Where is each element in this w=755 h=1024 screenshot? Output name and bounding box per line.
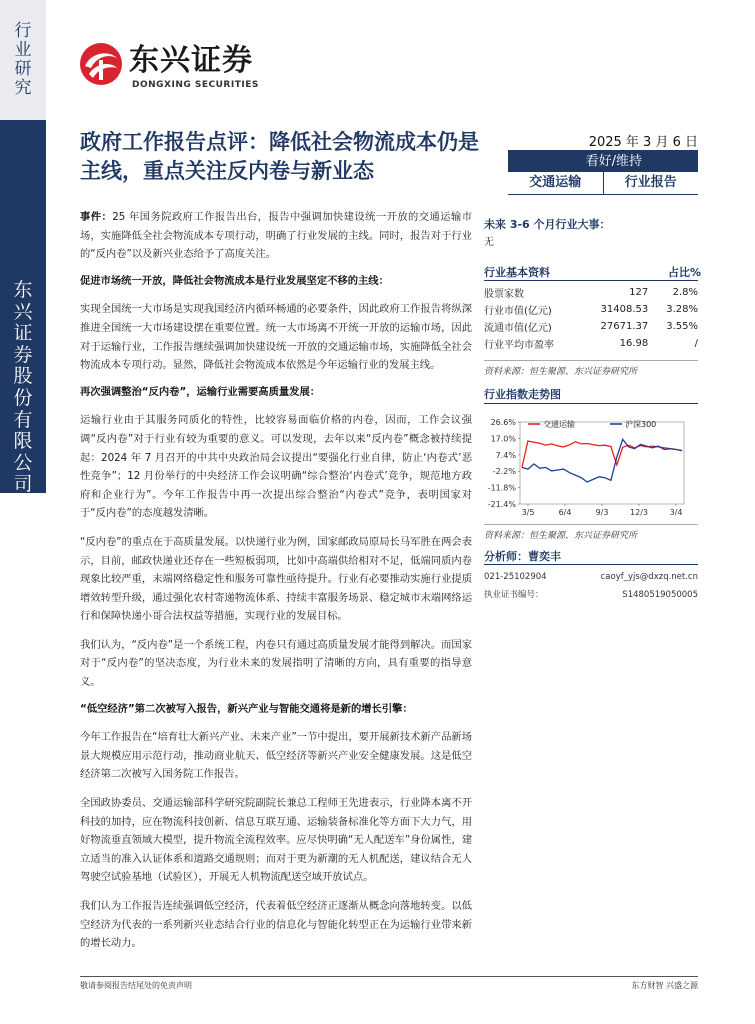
index-trend-chart	[484, 412, 698, 524]
report-body	[80, 208, 472, 953]
section1-title: 促进市场统一开放，降低社会物流成本是行业发展坚定不移的主线：	[80, 274, 389, 287]
logo-text-en: DONGXING SECURITIES	[132, 80, 259, 90]
stat-value: 31408.53	[600, 304, 649, 315]
source-note-1: 资料来源：恒生聚源、东兴证券研究所	[484, 367, 638, 377]
series-line-0	[522, 441, 682, 467]
stat-label: 行业市值(亿元)	[484, 306, 552, 317]
y-tick-label: 7.4%	[495, 450, 516, 460]
section3-text: 今年工作报告在“培育壮大新兴产业、未来产业”一节中提出，要开展新技术新产品新场景大规模应用示范行动，推动商业航天、低空经济等新兴产业安全健康发展。这是低空经济第二次被写入国务院工作报告。	[80, 731, 472, 781]
y-tick-label: -11.8%	[487, 483, 516, 493]
footer-slogan: 东方财智 兴盛之源	[631, 981, 698, 990]
analyst-contact-row	[484, 568, 698, 586]
sidebar-category: 行业研究	[14, 21, 32, 98]
analyst-rule	[484, 564, 698, 565]
rating-value: 看好/维持	[585, 154, 642, 169]
stat-pct: 3.55%	[666, 321, 698, 332]
section2-text2: “反内卷”的重点在于高质量发展。以快递行业为例，国家邮政局原局长马军胜在两会表示，目前，邮政快递业还存在一些短板弱项，比如中高端供给相对不足，低端同质内卷现象比较严重，末端网络稳定性和服务可靠性亟待提升。行业有必要推动实施行业提质增效转型升级，通过强化农村寄递物流体系、持续丰富服务场景、稳定城市末端网络运行和保障快递小哥合法权益等措施，实现行业的发展目标。	[80, 535, 472, 623]
basics-rule	[484, 280, 698, 281]
section1-text: 实现全国统一大市场是实现我国经济内循环畅通的必要条件，因此政府工作报告将纵深推进全国统一大市场建设摆在重要位置。统一大市场离不开统一开放的运输市场，因此对于运输行业，工作报告继续强调加快建设统一开放的交通运输市场，实施降低全社会物流成本专项行动。显然，降低社会物流成本依然是今年运输行业的发展主线。	[80, 303, 472, 372]
report-tags	[508, 172, 698, 195]
stat-value: 127	[629, 287, 649, 298]
y-tick-label: -2.2%	[492, 467, 516, 477]
stat-label: 流通市值(亿元)	[484, 323, 552, 334]
dongxing-logo-icon	[79, 42, 123, 86]
event-text: 25 年国务院政府工作报告出台，报告中强调加快建设统一开放的交通运输市场，实施降低全社会物流成本专项行动，明确了行业发展的主线。同时，报告对于行业的“反内卷”以及新兴业态给予了高度关注。	[80, 211, 473, 261]
plot-frame	[520, 422, 684, 504]
footer-rule	[80, 976, 698, 977]
logo-text-cn: 东兴证券	[129, 43, 253, 78]
report-date: 2025 年 3 月 6 日	[588, 135, 698, 150]
analyst-cert-row	[484, 586, 698, 604]
table-row	[484, 301, 698, 318]
stat-pct: /	[694, 338, 698, 349]
table-row	[484, 318, 698, 335]
cert-number: S1480519050005	[622, 590, 698, 600]
analyst-info	[484, 568, 698, 604]
chart-title: 行业指数走势图	[484, 388, 561, 401]
event-label: 事件：	[80, 211, 113, 223]
section3-text3: 我们认为工作报告连续强调低空经济，代表着低空经济正逐渐从概念向落地转变。以低空经济为代表的一系列新兴业态结合行业的信息化与智能化转型正在为运输行业带来新的增长动力。	[80, 900, 472, 950]
rating-bar	[508, 152, 698, 172]
stat-label: 行业平均市盈率	[484, 340, 554, 351]
x-tick-label: 6/4	[558, 508, 572, 517]
basics-bottom-rule	[484, 360, 698, 361]
y-tick-label: 26.6%	[490, 418, 516, 427]
sidebar-company-report: 东兴证券股份有限公司证券研究报告	[13, 279, 33, 625]
sidebar-company-block	[0, 120, 46, 625]
section2-title: 再次强调整治“反内卷”，运输行业需要高质量发展：	[80, 385, 321, 398]
source-note-2: 资料来源：恒生聚源、东兴证券研究所	[484, 531, 638, 541]
cert-label: 执业证书编号：	[484, 590, 544, 600]
events-value: 无	[484, 237, 494, 248]
legend-label: 交通运输	[543, 420, 575, 429]
chart-bottom-rule	[484, 524, 698, 525]
x-tick-label: 3/4	[669, 508, 683, 517]
legend-label: 沪深300	[625, 420, 657, 429]
table-row	[484, 335, 698, 352]
section3-title: “低空经济”第二次被写入报告，新兴产业与智能交通将是新的增长引擎：	[80, 702, 413, 715]
basics-title: 行业基本资料	[484, 266, 550, 279]
sidebar-category-block	[0, 0, 46, 120]
report-title: 政府工作报告点评：降低社会物流成本仍是主线，重点关注反内卷与新业态	[80, 130, 479, 183]
event-paragraph	[80, 208, 472, 264]
basics-pct-header: 占比%	[668, 266, 702, 279]
x-tick-label: 3/5	[521, 508, 535, 517]
table-row	[484, 284, 698, 301]
events-title: 未来 3-6 个月行业大事：	[484, 218, 611, 231]
y-tick-label: -21.4%	[487, 500, 516, 509]
report-type-tag: 行业报告	[624, 175, 677, 190]
x-tick-label: 9/3	[595, 508, 609, 517]
stat-value: 16.98	[619, 338, 649, 349]
section2-text: 运输行业由于其服务同质化的特性，比较容易面临价格的内卷，因而，工作会议强调“反内卷”对于行业有较为重要的意义。可以发现，去年以来“反内卷”概念被持续提起：2024 年 7 月召开的中共中央政治局会议提出“要强化行业自律，防止‘内卷式’恶性竞争”；12 月份举行的中央经济工作会议明确“综合整治‘内卷式’竞争，规范地方政府和企业行为”。今年工作报告中再一次提出综合整治“内卷式”竞争，表明国家对于“反内卷”的态度越发清晰。	[80, 414, 472, 520]
section3-text2: 全国政协委员、交通运输部科学研究院副院长兼总工程师王先进表示，行业降本离不开科技的加持，应在物流科技创新、信息互联互通、运输装备标准化等方面下大力气，用好物流垂直领域大模型，提升物流全流程效率。应尽快明确“无人配送车”身份属性，建立适当的准入认证体系和道路交通规则；而对于更为新潮的无人机配送，建议结合无人驾驶空试验基地（试验区），开展无人机物流配送空域开放试点。	[80, 797, 472, 884]
industry-tag: 交通运输	[508, 172, 604, 194]
stat-pct: 2.8%	[672, 287, 698, 298]
analyst-name: 分析师：曹奕丰	[484, 550, 561, 563]
analyst-phone: 021-25102904	[484, 572, 547, 582]
stat-pct: 3.28%	[666, 304, 698, 315]
stat-value: 27671.37	[600, 321, 649, 332]
analyst-email[interactable]: caoyf_yjs@dxzq.net.cn	[600, 572, 698, 582]
section2-text3: 我们认为，“反内卷”是一个系统工程，内卷只有通过高质量发展才能得到解决。而国家对于“反内卷”的坚决态度，为行业未来的发展指明了清晰的方向，具有重要的指导意义。	[80, 638, 472, 689]
x-tick-label: 12/3	[630, 508, 648, 517]
y-tick-label: 17.0%	[490, 434, 516, 444]
basics-table	[484, 284, 698, 352]
chart-title-rule	[484, 403, 698, 404]
stat-label: 股票家数	[484, 289, 524, 300]
footer-disclaimer[interactable]: 敬请参阅报告结尾处的免责声明	[80, 981, 192, 990]
